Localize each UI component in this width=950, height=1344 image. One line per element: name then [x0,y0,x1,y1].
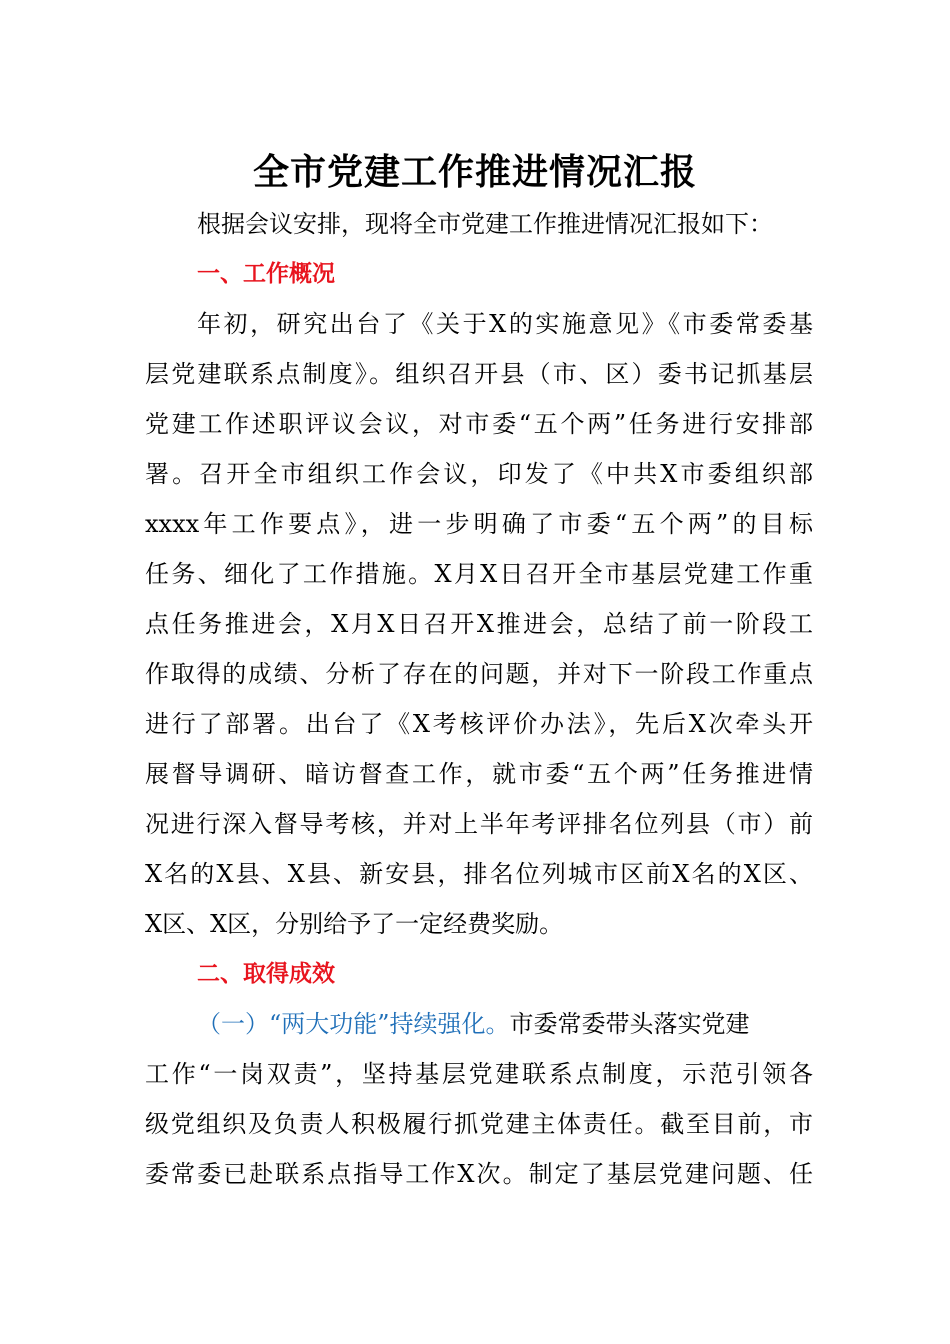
paragraph-line: X名的X县、X县、新安县，排名位列城市区前X名的X区、 [145,860,813,888]
paragraph-line: 任务、细化了工作措施。X月X日召开全市基层党建工作重 [145,560,813,588]
paragraph-line: 进行了部署。出台了《X考核评价办法》，先后X次牵头开 [145,710,813,738]
paragraph-line: 点任务推进会，X月X日召开X推进会，总结了前一阶段工 [145,610,813,638]
paragraph-line-rest: 市委常委带头落实党建 [509,1010,750,1038]
intro-paragraph: 根据会议安排，现将全市党建工作推进情况汇报如下： [197,210,773,238]
document-body [145,199,813,1199]
paragraph-line-with-subheading [145,999,813,1049]
paragraph-line: 署。召开全市组织工作会议，印发了《中共X市委组织部 [145,460,813,488]
paragraph-line: 年初，研究出台了《关于X的实施意见》《市委常委基 [197,310,813,338]
paragraph-line: 展督导调研、暗访督查工作，就市委“五个两”任务推进情 [145,760,813,788]
paragraph-line: 委常委已赴联系点指导工作X次。制定了基层党建问题、任 [145,1160,813,1188]
paragraph-line: xxxx年工作要点》，进一步明确了市委“五个两”的目标 [145,510,813,538]
sub-heading-two-functions: （一）“两大功能”持续强化。 [197,1010,510,1038]
paragraph-line: 工作“一岗双责”，坚持基层党建联系点制度，示范引领各 [145,1060,813,1088]
paragraph-line: 党建工作述职评议会议，对市委“五个两”任务进行安排部 [145,410,813,438]
document-title: 全市党建工作推进情况汇报 [252,152,697,193]
section-heading-overview: 一、工作概况 [197,261,335,287]
paragraph-line: 作取得的成绩、分析了存在的问题，并对下一阶段工作重点 [145,660,813,688]
paragraph-line: 层党建联系点制度》。组织召开县（市、区）委书记抓基层 [145,360,813,388]
paragraph-line: 况进行深入督导考核，并对上半年考评排名位列县（市）前 [145,810,813,838]
paragraph-line: 级党组织及负责人积极履行抓党建主体责任。截至目前，市 [145,1110,813,1138]
paragraph-line: X区、X区，分别给予了一定经费奖励。 [145,910,564,938]
section-heading-results: 二、取得成效 [197,961,335,987]
